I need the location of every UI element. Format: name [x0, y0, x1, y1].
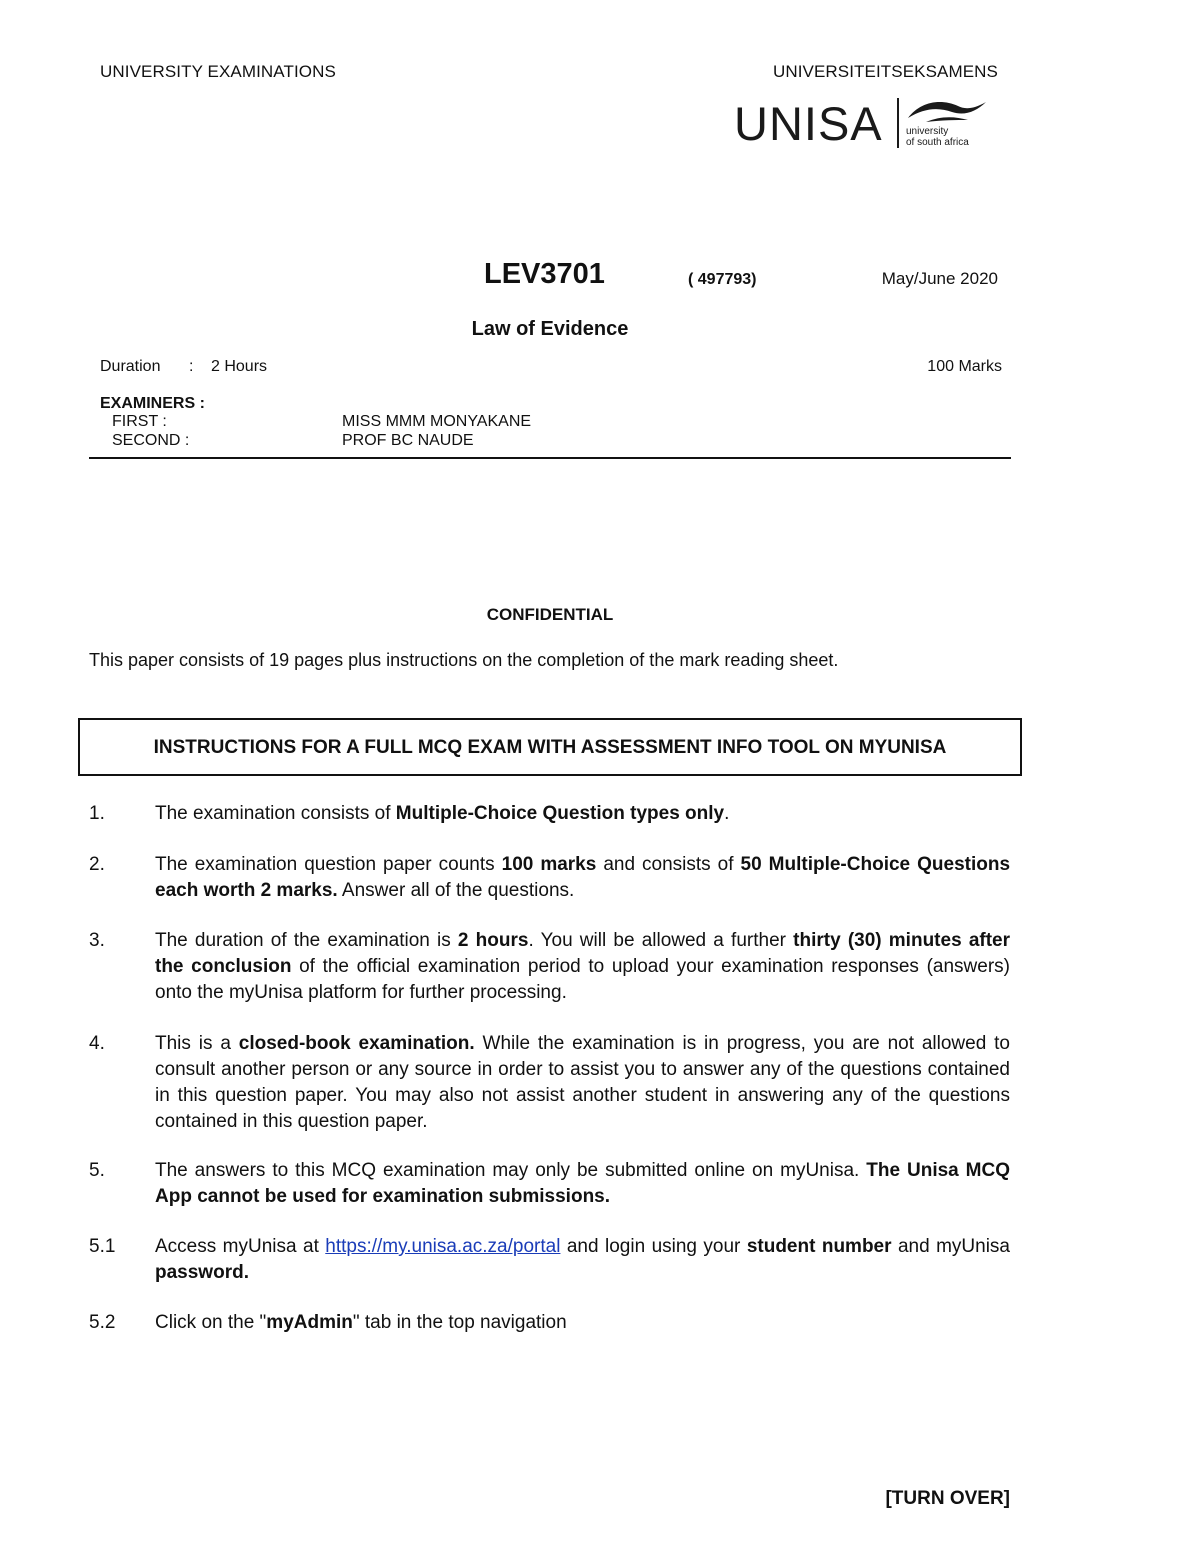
text-run: and myUnisa — [891, 1236, 1010, 1257]
text-run: The examination question paper counts — [155, 854, 502, 875]
bold-text: thirty (30) minutes after the conclusion — [155, 930, 1010, 977]
item-text — [155, 1234, 1010, 1286]
bold-text: 2 hours — [457, 930, 529, 951]
bold-text: student number — [746, 1236, 892, 1257]
text-run: The duration of the examination is — [155, 930, 458, 951]
item-number: 3. — [89, 930, 105, 951]
examiners-heading: EXAMINERS : — [100, 395, 205, 412]
bold-text: The Unisa MCQ App cannot be used for examination submissions. — [155, 1160, 1011, 1207]
instructions-box — [78, 718, 1022, 776]
header-right-title: UNIVERSITEITSEKSAMENS — [772, 62, 998, 81]
logo-wordmark: UNISA — [734, 97, 883, 150]
text-run: and consists of — [596, 854, 741, 875]
swoosh-icon — [906, 96, 988, 126]
item-number: 5.1 — [89, 1236, 116, 1257]
first-examiner-label: FIRST : — [112, 413, 167, 430]
instructions-heading: INSTRUCTIONS FOR A FULL MCQ EXAM WITH ASSESSMENT INFO TOOL ON MYUNISA — [153, 736, 947, 758]
second-examiner-name: PROF BC NAUDE — [342, 432, 474, 449]
module-code: LEV3701 — [484, 258, 605, 290]
text-run: This is a — [155, 1033, 239, 1054]
course-title: Law of Evidence — [471, 318, 629, 340]
text-run: The examination consists of — [155, 803, 396, 824]
logo-line-university: university — [906, 126, 949, 137]
bold-text: 100 marks — [501, 854, 597, 875]
confidential-heading: CONFIDENTIAL — [486, 605, 614, 624]
first-examiner-name: MISS MMM MONYAKANE — [342, 413, 532, 430]
bold-text: password. — [155, 1262, 249, 1283]
page-count-note: This paper consists of 19 pages plus instructions on the completion of the mark reading sheet. — [89, 650, 839, 670]
item-text — [155, 928, 1010, 1006]
item-number: 5.2 — [89, 1312, 116, 1333]
text-run: Click on the " — [155, 1312, 267, 1333]
item-number: 5. — [89, 1160, 105, 1181]
item-text — [155, 1310, 1010, 1336]
exam-session: May/June 2020 — [881, 269, 998, 288]
item-text — [155, 1031, 1010, 1135]
text-run: The answers to this MCQ examination may only be submitted online on myUnisa. — [155, 1160, 867, 1181]
text-run: and login using your — [560, 1236, 747, 1257]
bold-text: myAdmin — [266, 1312, 353, 1333]
text-run: Answer all of the questions. — [337, 880, 575, 901]
turn-over-note: [TURN OVER] — [885, 1488, 1010, 1509]
portal-link[interactable]: https://my.unisa.ac.za/portal — [325, 1236, 561, 1257]
logo-divider — [897, 98, 899, 148]
total-marks: 100 Marks — [927, 358, 1002, 375]
paper-number: ( 497793) — [688, 271, 757, 288]
duration-separator: : — [189, 358, 194, 375]
header-left-title: UNIVERSITY EXAMINATIONS — [100, 62, 336, 81]
duration-label: Duration — [100, 358, 161, 375]
item-text — [155, 801, 1010, 827]
item-number: 2. — [89, 854, 105, 875]
bold-text: 50 Multiple-Choice Questions each worth 2 marks. — [155, 854, 1011, 901]
header-divider — [89, 457, 1011, 459]
text-run: Access myUnisa at — [155, 1236, 326, 1257]
item-text — [155, 1158, 1010, 1210]
second-examiner-label: SECOND : — [112, 432, 190, 449]
text-run: While the examination is in progress, you are not allowed to consult another person or any source in order to assist you to answer any of the questions contained in this question paper. You may also not assist another student in answering any of the questions contained in this question paper. — [155, 1033, 1010, 1132]
bold-text: Multiple-Choice Question types only — [395, 803, 725, 824]
text-run: . You will be allowed a further — [528, 930, 794, 951]
item-number: 4. — [89, 1033, 105, 1054]
text-run: " tab in the top navigation — [352, 1312, 567, 1333]
item-text — [155, 852, 1010, 904]
text-run: . — [724, 803, 730, 824]
bold-text: closed-book examination. — [238, 1033, 475, 1054]
duration-value: 2 Hours — [211, 358, 268, 375]
unisa-logo — [734, 96, 994, 156]
text-run: of the official examination period to upload your examination responses (answers) onto the myUnisa platform for further processing. — [155, 956, 1010, 1003]
logo-line-south-africa: of south africa — [906, 137, 969, 148]
item-number: 1. — [89, 803, 105, 824]
